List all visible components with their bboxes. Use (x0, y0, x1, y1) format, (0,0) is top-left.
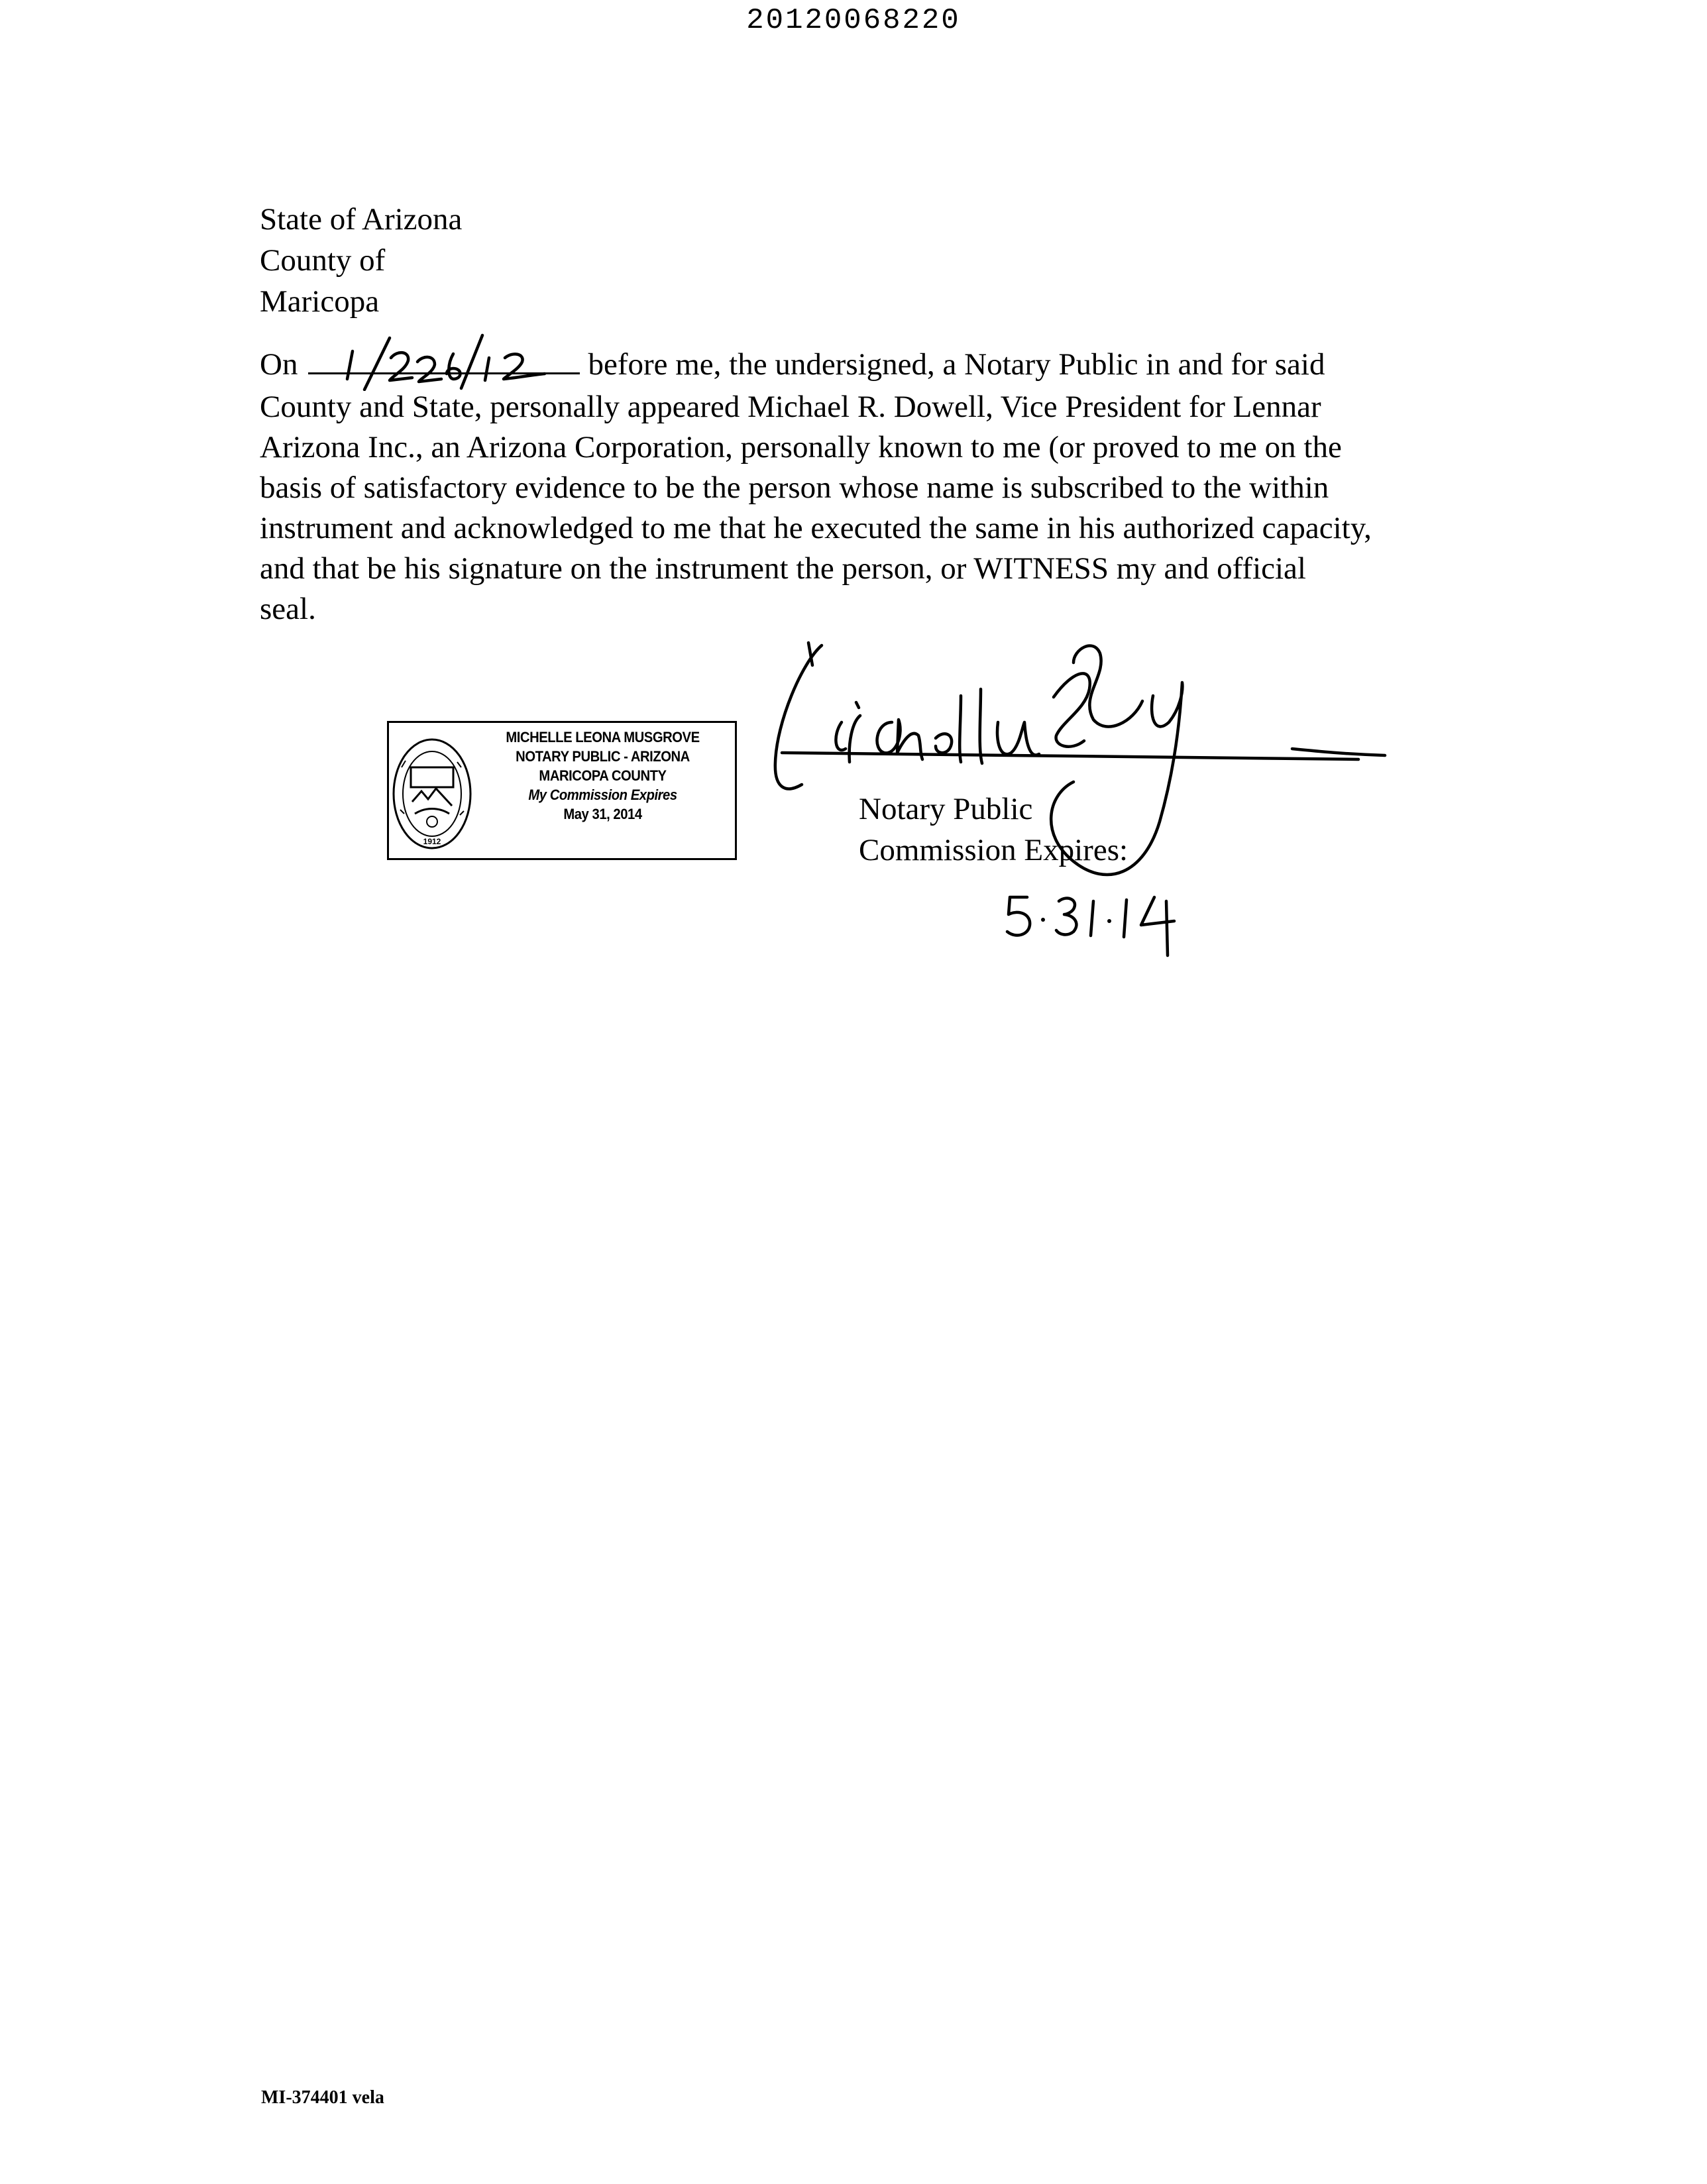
stamp-county: MARICOPA COUNTY (539, 767, 667, 784)
venue-county-label: County of (260, 243, 386, 278)
venue-county-name: Maricopa (260, 284, 380, 319)
seal-year: 1912 (423, 837, 441, 846)
handwritten-date (311, 331, 603, 391)
notary-stamp (379, 714, 737, 867)
paragraph-line: County and State, personally appeared Michael R. Dowell, Vice President for Lennar (260, 390, 1321, 424)
paragraph-line: seal. (260, 592, 316, 626)
venue-block (260, 199, 462, 322)
acknowledgment-paragraph (260, 387, 1453, 629)
venue-state: State of Arizona (260, 202, 463, 237)
stamp-commission-label: My Commission Expires (528, 787, 677, 803)
stamp-notary-title: NOTARY PUBLIC - ARIZONA (516, 748, 690, 765)
paragraph-line: and that be his signature on the instrument the person, or WITNESS my and official (260, 551, 1306, 586)
recording-number: 20120068220 (746, 4, 961, 37)
paragraph-line: instrument and acknowledged to me that he executed the same in his authorized capacity, (260, 511, 1372, 545)
notary-block (859, 789, 1128, 871)
after-date-text: before me, the undersigned, a Notary Public in and for said (588, 347, 1325, 382)
notary-title: Notary Public (859, 792, 1033, 826)
stamp-commission-date: May 31, 2014 (563, 806, 642, 822)
stamp-text-block (482, 728, 723, 824)
stamp-notary-name: MICHELLE LEONA MUSGROVE (506, 729, 700, 745)
on-label: On (260, 347, 298, 382)
document-footer-id: MI-374401 vela (261, 2087, 384, 2108)
state-seal-icon (388, 728, 474, 853)
handwritten-expiry (1001, 887, 1199, 959)
paragraph-line: Arizona Inc., an Arizona Corporation, personally known to me (or proved to me on the (260, 430, 1342, 464)
notary-commission-label: Commission Expires: (859, 833, 1129, 867)
paragraph-line: basis of satisfactory evidence to be the person whose name is subscribed to the within (260, 470, 1329, 505)
